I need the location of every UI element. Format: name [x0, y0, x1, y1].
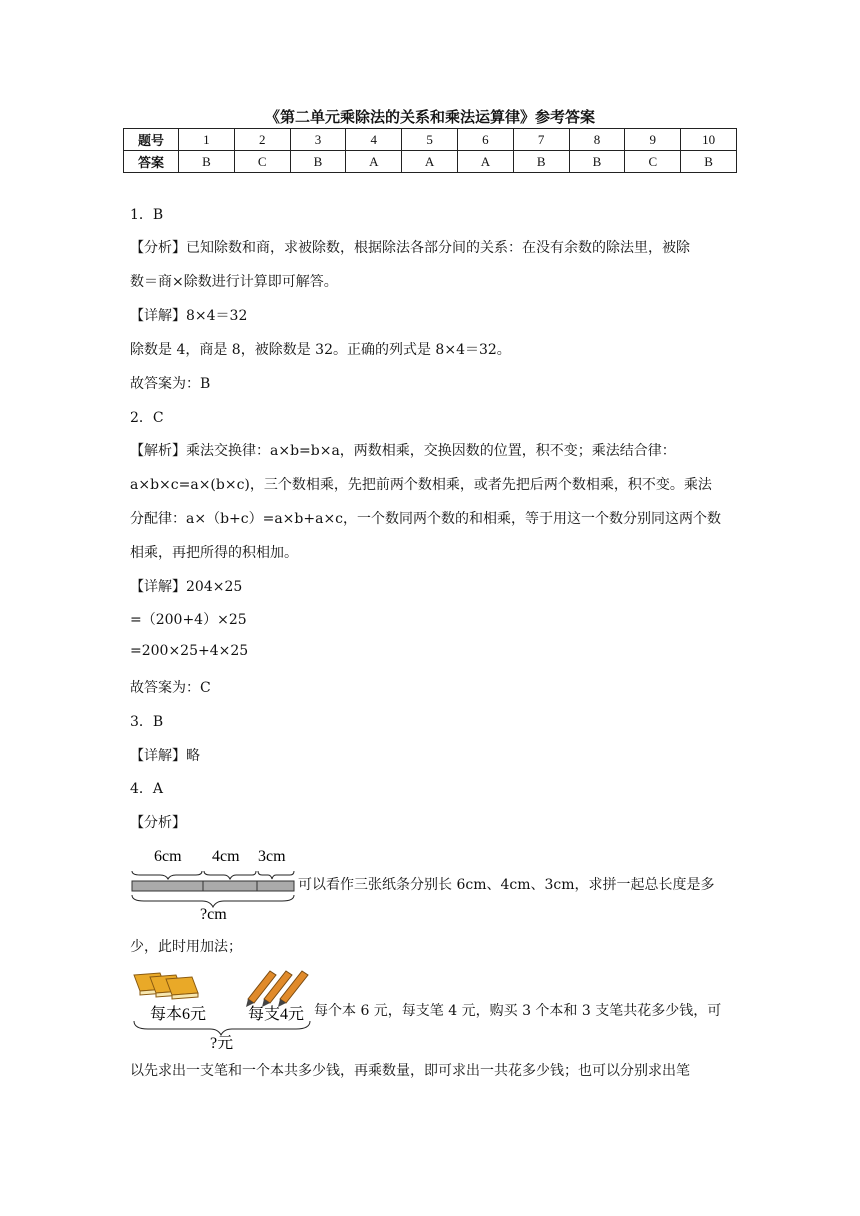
table-answer-label: 答案	[124, 151, 179, 173]
brace-3	[258, 871, 294, 879]
table-cell: 6	[457, 129, 513, 151]
table-row-answers	[124, 151, 737, 173]
text-line: 故答案为：C	[130, 680, 211, 696]
strip-bar-1	[132, 881, 203, 891]
text-line: 相乘，再把所得的积相加。	[130, 545, 298, 561]
strip-label-3: 3cm	[258, 848, 286, 865]
table-cell: 5	[402, 129, 458, 151]
paper-strips-figure	[130, 843, 296, 921]
table-cell: A	[402, 151, 458, 173]
table-cell: B	[513, 151, 569, 173]
table-cell: C	[625, 151, 681, 173]
brace-total	[134, 1021, 310, 1035]
page-title: 《第二单元乘除法的关系和乘法运算律》参考答案	[264, 108, 595, 126]
table-cell: B	[179, 151, 235, 173]
text-line: 1．B	[130, 207, 164, 223]
figure2-caption: 每个本 6 元，每支笔 4 元，购买 3 个本和 3 支笔共花多少钱，可	[314, 1003, 722, 1019]
text-line: 数＝商×除数进行计算即可解答。	[130, 274, 338, 290]
strip-total-label: ?cm	[200, 906, 227, 921]
figure1-caption: 可以看作三张纸条分别长 6cm、4cm、3cm，求拼一起总长度是多	[298, 877, 715, 893]
pen-price-label: 每支4元	[248, 1006, 305, 1023]
books-pens-figure	[130, 963, 312, 1049]
table-cell: A	[457, 151, 513, 173]
table-cell: C	[234, 151, 290, 173]
strip-label-2: 4cm	[212, 848, 240, 865]
text-line: 【详解】略	[130, 748, 200, 764]
text-line: 【解析】乘法交换律：a×b=b×a，两数相乘，交换因数的位置，积不变；乘法结合律：	[130, 443, 676, 459]
table-cell: 3	[290, 129, 346, 151]
table-cell: 7	[513, 129, 569, 151]
book-price-label: 每本6元	[150, 1006, 207, 1023]
text-line: =200×25+4×25	[130, 643, 249, 659]
text-line: 除数是 4，商是 8，被除数是 32。正确的列式是 8×4＝32。	[130, 342, 511, 358]
brace-2	[204, 871, 256, 879]
text-line: =（200+4）×25	[130, 612, 247, 628]
text-line: 【分析】	[130, 815, 186, 831]
table-cell: 10	[681, 129, 737, 151]
text-line: 故答案为：B	[130, 376, 211, 392]
answer-table	[123, 128, 737, 173]
text-line: 【详解】8×4＝32	[130, 308, 248, 324]
text-line: 2．C	[130, 410, 164, 426]
text-line: 以先求出一支笔和一个本共多少钱，再乘数量，即可求出一共花多少钱；也可以分别求出笔	[130, 1063, 690, 1079]
table-cell: 1	[179, 129, 235, 151]
text-line: 3．B	[130, 714, 164, 730]
pen-icon	[246, 971, 308, 1007]
text-line: 少，此时用加法；	[130, 939, 242, 955]
strip-bar-3	[257, 881, 294, 891]
strip-bar-2	[203, 881, 257, 891]
book-icon	[134, 973, 198, 999]
total-price-label: ?元	[210, 1035, 234, 1049]
table-cell: B	[569, 151, 625, 173]
table-cell: A	[346, 151, 402, 173]
text-line: 分配律：a×（b+c）=a×b+a×c，一个数同两个数的和相乘，等于用这一个数分别同这两个数	[130, 511, 722, 527]
table-cell: 9	[625, 129, 681, 151]
table-cell: B	[290, 151, 346, 173]
text-line: 【分析】已知除数和商，求被除数，根据除法各部分间的关系：在没有余数的除法里，被除	[130, 240, 690, 256]
table-cell: 2	[234, 129, 290, 151]
table-header-label: 题号	[124, 129, 179, 151]
text-line: a×b×c=a×(b×c)，三个数相乘，先把前两个数相乘，或者先把后两个数相乘，积不变。乘法	[130, 477, 712, 493]
text-line: 4．A	[130, 781, 164, 797]
strip-label-1: 6cm	[154, 848, 182, 865]
text-line: 【详解】204×25	[130, 579, 243, 595]
table-cell: B	[681, 151, 737, 173]
brace-1	[132, 871, 202, 879]
table-cell: 8	[569, 129, 625, 151]
table-cell: 4	[346, 129, 402, 151]
table-row-numbers	[124, 129, 737, 151]
